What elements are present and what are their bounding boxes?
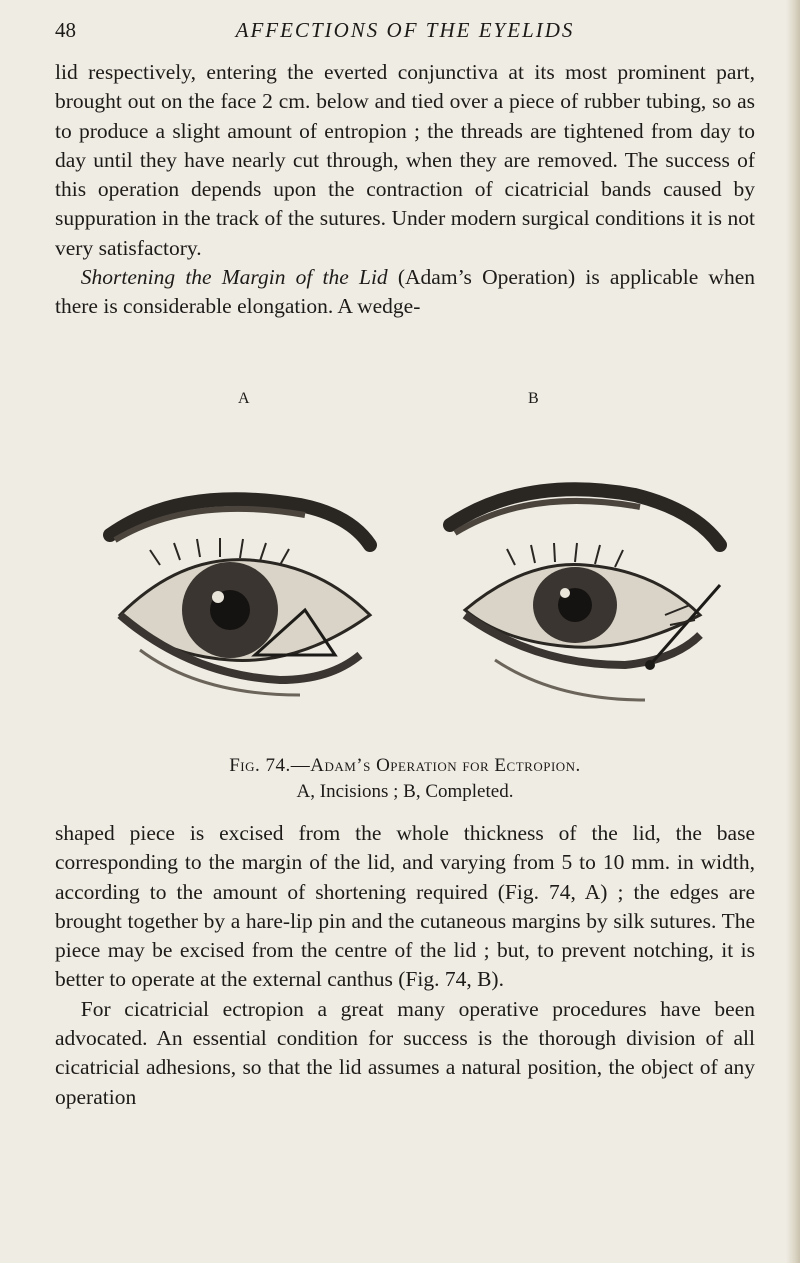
paragraph-adams-operation [55, 263, 755, 322]
figure-label-b: B [528, 390, 539, 407]
figure-caption [55, 755, 755, 803]
paragraph-top [55, 58, 755, 322]
page-edge [786, 0, 800, 1263]
running-title: AFFECTIONS OF THE EYELIDS [235, 18, 575, 42]
eye-illustration [100, 465, 730, 745]
paragraph-bottom [55, 819, 755, 1112]
caption-subtitle: A, Incisions ; B, Completed. [296, 781, 514, 802]
paragraph-sutures: lid respectively, entering the everted conjunctiva at its most prominent part, brought out on the face 2 cm. below and tied over a piece of rubber tubing, so as to produce a slight amount of entropion ; the threads are tightened from day to day until they have nearly cut through, when they are removed. The success of this operation depends upon the contraction of cicatricial bands caused by suppuration in the track of the sutures. Under modern surgical conditions it is not very satisfactory. [55, 60, 755, 260]
eye-b-illustration [450, 489, 720, 700]
page-number: 48 [55, 18, 76, 42]
paragraph-cicatricial-ectropion: For cicatricial ectropion a great many operative procedures have been advocated. An essential condition for success is the thorough division of all cicatricial adhesions, so that the lid assumes a natural position, the object of any operation [55, 996, 755, 1109]
section-heading-italic: Shortening the Margin of the Lid [80, 265, 388, 290]
section-heading-text: (Adam’s Operation) is applicable when there is considerable elongation. A wedge- [55, 265, 755, 319]
figure-label-a: A [238, 390, 250, 407]
caption-title: Fig. 74.—Adam’s Operation for Ectropion. [229, 755, 581, 776]
paragraph-wedge-excision: shaped piece is excised from the whole thickness of the lid, the base corresponding to the margin of the lid, and varying from 5 to 10 mm. in width, according to the amount of shortening required (Fig. 74, A) ; the edges are brought together by a hare-lip pin and the cutaneous margins by silk sutures. The piece may be excised from the centre of the lid ; but, to prevent notching, it is better to operate at the external canthus (Fig. 74, B). [55, 821, 755, 992]
page-header [55, 18, 755, 46]
eye-a-illustration [110, 499, 370, 695]
